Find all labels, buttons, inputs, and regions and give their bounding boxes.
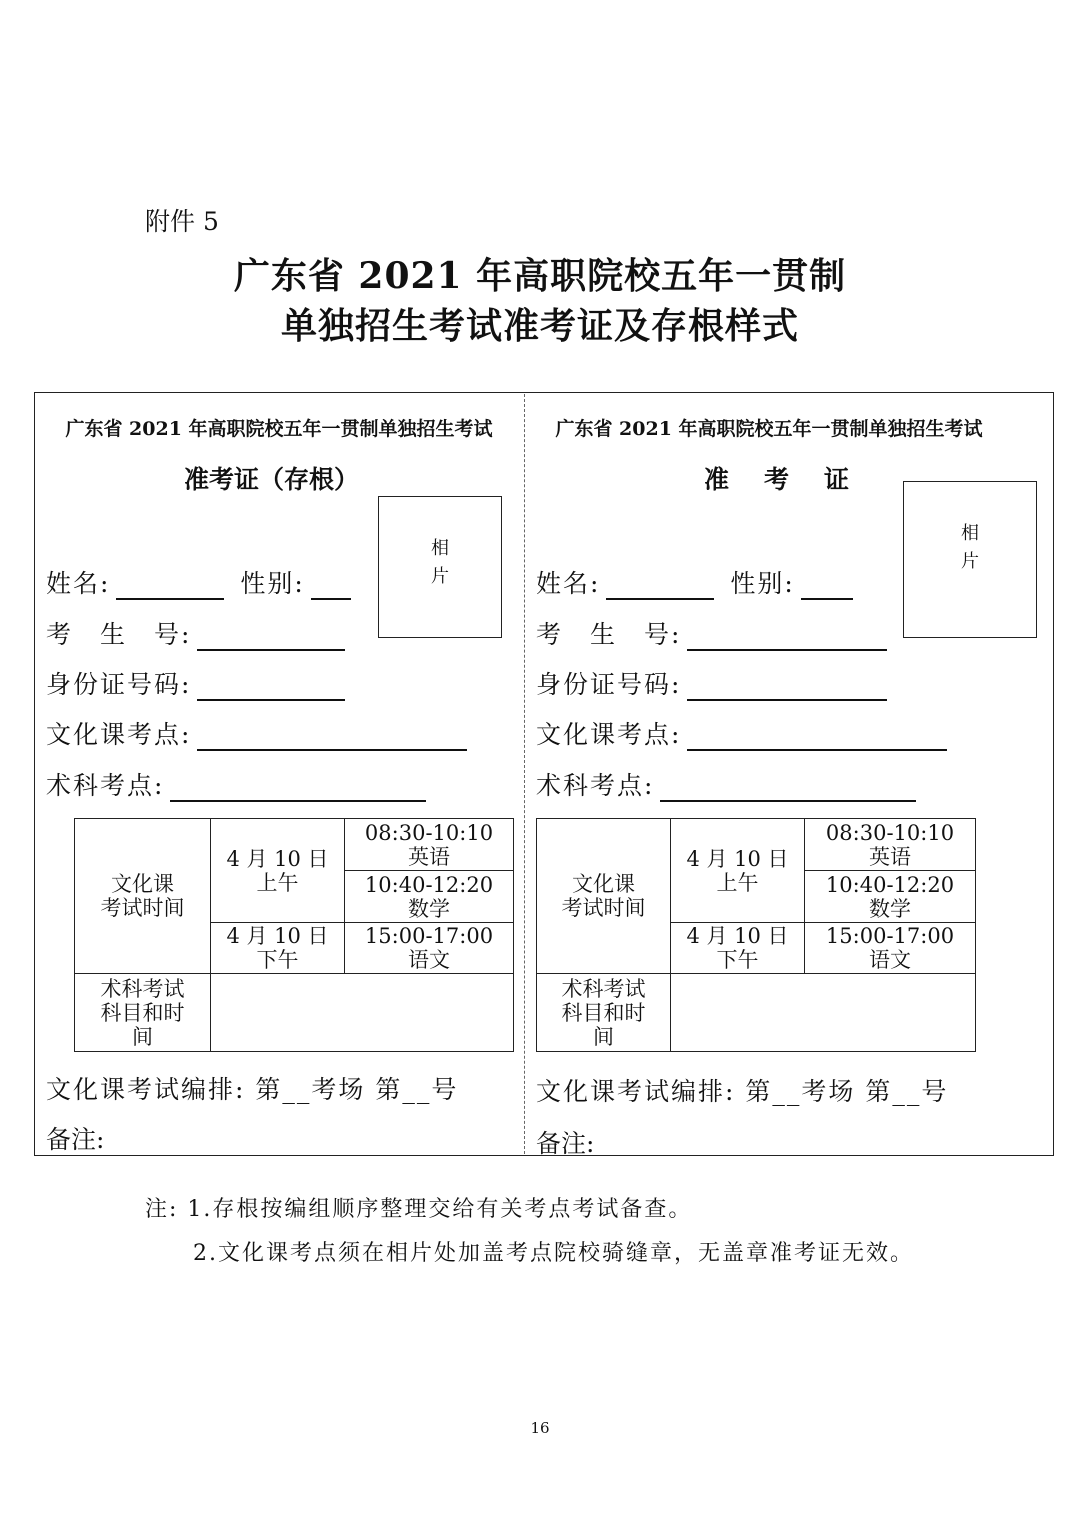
id-blank[interactable] (197, 673, 345, 701)
culture-exam-time-label: 文化课 考试时间 (537, 819, 671, 974)
id-label: 身份证号码: (46, 670, 192, 699)
gender-blank[interactable] (801, 572, 853, 600)
ticket-header: 广东省 2021 年高职院校五年一贯制单独招生考试 (555, 418, 983, 440)
stub-panel (34, 392, 524, 1156)
skill-exam-blank[interactable] (671, 974, 976, 1052)
ticket-skill-site-row (536, 766, 922, 802)
photo-label-char1: 相 (961, 523, 979, 544)
stub-header: 广东省 2021 年高职院校五年一贯制单独招生考试 (65, 418, 493, 440)
skill-exam-blank[interactable] (211, 974, 514, 1052)
skill-site-label: 术科考点: (46, 771, 165, 800)
ticket-name-row (536, 564, 859, 600)
gender-label: 性别: (240, 569, 305, 598)
stub-schedule-table (74, 818, 514, 1052)
exam-no-blank[interactable] (687, 623, 887, 651)
stub-exam-no-row (46, 615, 351, 651)
document-title-line2: 单独招生考试准考证及存根样式 (280, 305, 799, 347)
slot2-cell: 10:40-12:20 数学 (805, 871, 976, 923)
document-title-line1: 广东省 2021 年高职院校五年一贯制 (233, 255, 847, 297)
slot2-cell: 10:40-12:20 数学 (345, 871, 514, 923)
slot3-cell: 15:00-17:00 语文 (805, 923, 976, 974)
ticket-remarks: 备注: (536, 1129, 595, 1158)
gender-label: 性别: (730, 569, 795, 598)
exam-no-label: 考 生 号: (536, 620, 682, 649)
stub-name-row (46, 564, 357, 600)
photo-label-char2: 片 (431, 566, 449, 587)
stub-photo-box (378, 496, 502, 638)
slot1-cell: 08:30-10:10 英语 (345, 819, 514, 871)
skill-exam-label: 术科考试 科目和时 间 (537, 974, 671, 1052)
ticket-arrangement: 文化课考试编排: 第__考场 第__号 (536, 1077, 949, 1106)
page-number: 16 (530, 1419, 550, 1437)
ticket-panel (524, 392, 1014, 1156)
pm-date-cell: 4 月 10 日 下午 (211, 923, 345, 974)
slot1-cell: 08:30-10:10 英语 (805, 819, 976, 871)
gender-blank[interactable] (311, 572, 351, 600)
pm-date-cell: 4 月 10 日 下午 (671, 923, 805, 974)
ticket-id-row (536, 665, 893, 701)
am-date-cell: 4 月 10 日 上午 (671, 819, 805, 923)
name-blank[interactable] (606, 572, 714, 600)
culture-site-label: 文化课考点: (46, 720, 192, 749)
skill-site-label: 术科考点: (536, 771, 655, 800)
culture-site-label: 文化课考点: (536, 720, 682, 749)
photo-label-char1: 相 (431, 538, 449, 559)
skill-site-blank[interactable] (660, 774, 916, 802)
skill-exam-label: 术科考试 科目和时 间 (75, 974, 211, 1052)
ticket-culture-site-row (536, 715, 953, 751)
id-blank[interactable] (687, 673, 887, 701)
id-label: 身份证号码: (536, 670, 682, 699)
ticket-schedule-table (536, 818, 976, 1052)
name-label: 姓名: (536, 569, 601, 598)
ticket-exam-no-row (536, 615, 893, 651)
stub-id-row (46, 665, 351, 701)
culture-site-blank[interactable] (687, 723, 947, 751)
culture-site-blank[interactable] (197, 723, 467, 751)
photo-label-char2: 片 (961, 551, 979, 572)
am-date-cell: 4 月 10 日 上午 (211, 819, 345, 923)
note-1: 注: 1.存根按编组顺序整理交给有关考点考试备查。 (145, 1197, 693, 1222)
exam-no-label: 考 生 号: (46, 620, 192, 649)
attachment-label: 附件 5 (145, 207, 219, 236)
ticket-subtitle: 准考证 (704, 465, 885, 494)
stub-skill-site-row (46, 766, 432, 802)
note-2: 2.文化课考点须在相片处加盖考点院校骑缝章，无盖章准考证无效。 (193, 1241, 914, 1266)
culture-exam-time-label: 文化课 考试时间 (75, 819, 211, 974)
name-blank[interactable] (116, 572, 224, 600)
stub-subtitle: 准考证（存根） (184, 465, 360, 494)
slot3-cell: 15:00-17:00 语文 (345, 923, 514, 974)
skill-site-blank[interactable] (170, 774, 426, 802)
exam-no-blank[interactable] (197, 623, 345, 651)
stub-arrangement: 文化课考试编排: 第__考场 第__号 (46, 1075, 459, 1104)
name-label: 姓名: (46, 569, 111, 598)
ticket-photo-box (903, 481, 1037, 638)
stub-remarks: 备注: (46, 1125, 105, 1154)
stub-culture-site-row (46, 715, 473, 751)
